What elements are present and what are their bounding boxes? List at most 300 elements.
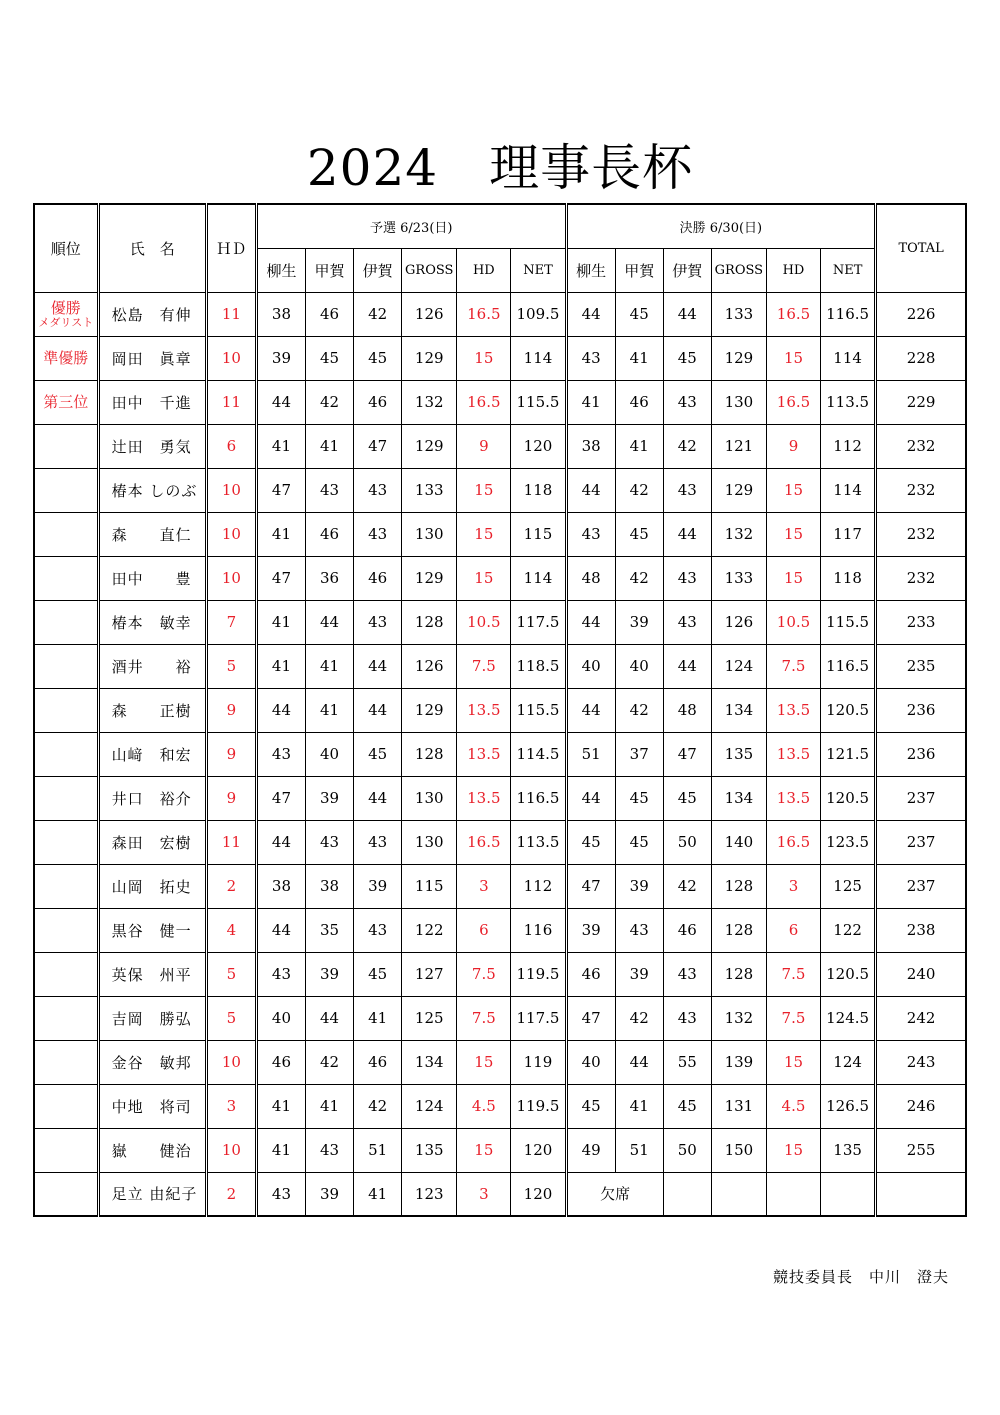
handicap: 3	[206, 1084, 256, 1128]
prelim-score-3: 130	[402, 820, 457, 864]
final-score-2: 42	[663, 864, 711, 908]
rank-cell	[34, 1128, 98, 1172]
rank-label: 準優勝	[43, 349, 89, 367]
player-name: 吉岡 勝弘	[98, 996, 206, 1040]
prelim-score-2: 43	[354, 512, 402, 556]
final-score-5: 120.5	[821, 688, 876, 732]
prelim-score-2: 41	[354, 996, 402, 1040]
final-score-2: 43	[663, 952, 711, 996]
prelim-score-4: 3	[457, 864, 511, 908]
prelim-score-0: 41	[256, 512, 305, 556]
final-score-5: 126.5	[821, 1084, 876, 1128]
final-score-1: 41	[615, 424, 663, 468]
final-score-5: 117	[821, 512, 876, 556]
final-score-4: 4.5	[766, 1084, 820, 1128]
prelim-score-0: 44	[256, 908, 305, 952]
handicap: 7	[206, 600, 256, 644]
handicap: 10	[206, 1128, 256, 1172]
final-score-3: 124	[711, 644, 766, 688]
player-name: 山岡 拓史	[98, 864, 206, 908]
rank-cell	[34, 952, 98, 996]
final-score-3: 131	[711, 1084, 766, 1128]
final-score-3: 129	[711, 468, 766, 512]
subheader-prelim-0: 柳生	[256, 248, 305, 292]
prelim-score-2: 42	[354, 292, 402, 336]
prelim-score-3: 129	[402, 556, 457, 600]
handicap: 10	[206, 556, 256, 600]
final-score-3: 132	[711, 996, 766, 1040]
final-score-1: 43	[615, 908, 663, 952]
final-score-2: 44	[663, 644, 711, 688]
total-score: 238	[876, 908, 966, 952]
table-row	[34, 380, 966, 424]
subheader-final-3: GROSS	[711, 248, 766, 292]
final-score-5: 114	[821, 336, 876, 380]
prelim-score-0: 46	[256, 1040, 305, 1084]
final-score-3: 128	[711, 908, 766, 952]
table-row	[34, 600, 966, 644]
prelim-score-0: 47	[256, 468, 305, 512]
final-score-1: 39	[615, 952, 663, 996]
prelim-score-5: 119.5	[511, 952, 566, 996]
final-score-5: 112	[821, 424, 876, 468]
final-score-3: 128	[711, 952, 766, 996]
player-name: 椿本 しのぶ	[98, 468, 206, 512]
prelim-score-1: 40	[306, 732, 354, 776]
subheader-final-1: 甲賀	[615, 248, 663, 292]
table-row	[34, 688, 966, 732]
player-name: 黒谷 健一	[98, 908, 206, 952]
prelim-score-3: 129	[402, 336, 457, 380]
prelim-score-3: 128	[402, 732, 457, 776]
total-score: 232	[876, 424, 966, 468]
prelim-score-2: 47	[354, 424, 402, 468]
prelim-score-1: 41	[306, 644, 354, 688]
final-score-3: 134	[711, 776, 766, 820]
prelim-score-2: 41	[354, 1172, 402, 1216]
final-score-0: 44	[566, 688, 615, 732]
table-row	[34, 864, 966, 908]
final-score-3: 129	[711, 336, 766, 380]
prelim-score-5: 117.5	[511, 996, 566, 1040]
handicap: 9	[206, 776, 256, 820]
results-table	[33, 203, 967, 1217]
prelim-score-2: 46	[354, 556, 402, 600]
prelim-score-3: 126	[402, 644, 457, 688]
prelim-score-3: 132	[402, 380, 457, 424]
table-row	[34, 1128, 966, 1172]
prelim-score-0: 44	[256, 688, 305, 732]
subheader-final-4: HD	[766, 248, 820, 292]
final-score-0: 44	[566, 468, 615, 512]
prelim-score-1: 42	[306, 1040, 354, 1084]
prelim-score-1: 42	[306, 380, 354, 424]
player-name: 岡田 眞章	[98, 336, 206, 380]
subheader-prelim-1: 甲賀	[306, 248, 354, 292]
final-score-4: 10.5	[766, 600, 820, 644]
prelim-score-4: 7.5	[457, 952, 511, 996]
final-score-0: 43	[566, 512, 615, 556]
prelim-score-3: 123	[402, 1172, 457, 1216]
final-score-5: 123.5	[821, 820, 876, 864]
final-score-4	[766, 1172, 820, 1216]
prelim-score-0: 41	[256, 644, 305, 688]
prelim-score-4: 16.5	[457, 292, 511, 336]
prelim-score-5: 114	[511, 336, 566, 380]
final-score-2: 50	[663, 820, 711, 864]
rank-label: 第三位	[43, 393, 89, 411]
prelim-score-1: 38	[306, 864, 354, 908]
prelim-score-3: 135	[402, 1128, 457, 1172]
final-score-5: 120.5	[821, 952, 876, 996]
final-score-0: 45	[566, 1084, 615, 1128]
player-name: 中地 将司	[98, 1084, 206, 1128]
player-name: 辻田 勇気	[98, 424, 206, 468]
final-score-1: 45	[615, 292, 663, 336]
prelim-score-2: 46	[354, 380, 402, 424]
final-score-1: 39	[615, 864, 663, 908]
prelim-score-3: 122	[402, 908, 457, 952]
final-score-3: 132	[711, 512, 766, 556]
handicap: 5	[206, 644, 256, 688]
final-score-1: 45	[615, 512, 663, 556]
player-name: 椿本 敏幸	[98, 600, 206, 644]
rank-cell	[34, 820, 98, 864]
table-row	[34, 644, 966, 688]
header-total: TOTAL	[876, 204, 966, 292]
final-score-2: 50	[663, 1128, 711, 1172]
final-score-1: 42	[615, 556, 663, 600]
final-score-1: 45	[615, 776, 663, 820]
prelim-score-0: 47	[256, 556, 305, 600]
total-score: 232	[876, 512, 966, 556]
final-score-2	[663, 1172, 711, 1216]
subheader-final-0: 柳生	[566, 248, 615, 292]
prelim-score-0: 39	[256, 336, 305, 380]
prelim-score-4: 16.5	[457, 380, 511, 424]
prelim-score-5: 115.5	[511, 688, 566, 732]
prelim-score-3: 133	[402, 468, 457, 512]
table-row	[34, 556, 966, 600]
prelim-score-3: 127	[402, 952, 457, 996]
prelim-score-1: 39	[306, 1172, 354, 1216]
subheader-final-5: NET	[821, 248, 876, 292]
prelim-score-3: 115	[402, 864, 457, 908]
final-score-4: 3	[766, 864, 820, 908]
rank-cell	[34, 776, 98, 820]
final-score-4: 15	[766, 468, 820, 512]
rank-cell	[34, 644, 98, 688]
table-row	[34, 1084, 966, 1128]
prelim-score-3: 126	[402, 292, 457, 336]
final-score-2: 42	[663, 424, 711, 468]
final-score-1: 44	[615, 1040, 663, 1084]
final-score-2: 43	[663, 996, 711, 1040]
prelim-score-5: 113.5	[511, 820, 566, 864]
final-score-0: 43	[566, 336, 615, 380]
final-score-4: 9	[766, 424, 820, 468]
final-score-1: 42	[615, 996, 663, 1040]
final-score-4: 13.5	[766, 776, 820, 820]
rank-cell	[34, 556, 98, 600]
final-score-4: 7.5	[766, 644, 820, 688]
final-score-5: 113.5	[821, 380, 876, 424]
final-score-0: 44	[566, 600, 615, 644]
prelim-score-5: 112	[511, 864, 566, 908]
final-score-3: 134	[711, 688, 766, 732]
prelim-score-5: 119	[511, 1040, 566, 1084]
final-score-4: 15	[766, 556, 820, 600]
rank-cell	[34, 336, 98, 380]
prelim-score-4: 4.5	[457, 1084, 511, 1128]
prelim-score-4: 15	[457, 468, 511, 512]
total-score: 232	[876, 468, 966, 512]
rank-cell	[34, 1084, 98, 1128]
final-score-3: 140	[711, 820, 766, 864]
prelim-score-5: 118	[511, 468, 566, 512]
final-score-0: 51	[566, 732, 615, 776]
prelim-score-4: 16.5	[457, 820, 511, 864]
total-score: 229	[876, 380, 966, 424]
table-row	[34, 732, 966, 776]
player-name: 酒井 裕	[98, 644, 206, 688]
handicap: 9	[206, 732, 256, 776]
prelim-score-0: 43	[256, 952, 305, 996]
prelim-score-0: 38	[256, 864, 305, 908]
final-score-4: 15	[766, 1128, 820, 1172]
prelim-score-1: 41	[306, 424, 354, 468]
prelim-score-0: 41	[256, 1084, 305, 1128]
prelim-score-5: 119.5	[511, 1084, 566, 1128]
total-score: 242	[876, 996, 966, 1040]
prelim-score-1: 39	[306, 776, 354, 820]
table-row	[34, 424, 966, 468]
final-score-5: 125	[821, 864, 876, 908]
handicap: 2	[206, 1172, 256, 1216]
prelim-score-3: 130	[402, 512, 457, 556]
final-score-2: 43	[663, 600, 711, 644]
final-score-2: 55	[663, 1040, 711, 1084]
rank-cell	[34, 688, 98, 732]
total-score: 243	[876, 1040, 966, 1084]
page-title: 2024 理事長杯	[306, 139, 694, 197]
total-score: 226	[876, 292, 966, 336]
table-row	[34, 512, 966, 556]
rank-cell	[34, 1040, 98, 1084]
prelim-score-1: 45	[306, 336, 354, 380]
player-name: 田中 豊	[98, 556, 206, 600]
final-score-2: 43	[663, 468, 711, 512]
final-score-5: 135	[821, 1128, 876, 1172]
total-score: 228	[876, 336, 966, 380]
final-score-2: 45	[663, 336, 711, 380]
prelim-score-4: 15	[457, 512, 511, 556]
final-score-3	[711, 1172, 766, 1216]
table-row	[34, 1172, 966, 1216]
total-score: 237	[876, 864, 966, 908]
prelim-score-2: 39	[354, 864, 402, 908]
total-score: 237	[876, 776, 966, 820]
final-score-1: 40	[615, 644, 663, 688]
rank-cell	[34, 1172, 98, 1216]
total-score: 240	[876, 952, 966, 996]
final-score-2: 46	[663, 908, 711, 952]
player-name: 山﨑 和宏	[98, 732, 206, 776]
header-prelim: 予選 6/23(日)	[256, 204, 566, 248]
final-score-5: 124.5	[821, 996, 876, 1040]
prelim-score-1: 41	[306, 688, 354, 732]
prelim-score-2: 44	[354, 688, 402, 732]
prelim-score-4: 15	[457, 1040, 511, 1084]
prelim-score-3: 129	[402, 688, 457, 732]
handicap: 4	[206, 908, 256, 952]
subheader-final-2: 伊賀	[663, 248, 711, 292]
final-score-3: 139	[711, 1040, 766, 1084]
final-score-1: 39	[615, 600, 663, 644]
rank-cell	[34, 732, 98, 776]
final-score-2: 45	[663, 1084, 711, 1128]
prelim-score-0: 44	[256, 380, 305, 424]
prelim-score-1: 44	[306, 600, 354, 644]
header-hd: ＨＤ	[206, 204, 256, 292]
handicap: 5	[206, 996, 256, 1040]
final-score-4: 15	[766, 512, 820, 556]
player-name: 足立 由紀子	[98, 1172, 206, 1216]
player-name: 森 直仁	[98, 512, 206, 556]
prelim-score-0: 44	[256, 820, 305, 864]
prelim-score-4: 13.5	[457, 688, 511, 732]
rank-sublabel: メダリスト	[38, 316, 94, 329]
player-name: 森 正樹	[98, 688, 206, 732]
rank-cell	[34, 600, 98, 644]
prelim-score-5: 117.5	[511, 600, 566, 644]
final-score-5: 122	[821, 908, 876, 952]
prelim-score-0: 47	[256, 776, 305, 820]
header-final: 決勝 6/30(日)	[566, 204, 876, 248]
rank-cell	[34, 292, 98, 336]
subheader-prelim-4: HD	[457, 248, 511, 292]
final-score-3: 133	[711, 556, 766, 600]
final-score-0: 44	[566, 292, 615, 336]
prelim-score-0: 43	[256, 1172, 305, 1216]
final-score-4: 13.5	[766, 688, 820, 732]
final-score-5: 114	[821, 468, 876, 512]
prelim-score-1: 43	[306, 820, 354, 864]
prelim-score-5: 109.5	[511, 292, 566, 336]
prelim-score-5: 116	[511, 908, 566, 952]
final-score-1: 42	[615, 468, 663, 512]
final-score-2: 43	[663, 556, 711, 600]
handicap: 11	[206, 820, 256, 864]
prelim-score-4: 13.5	[457, 732, 511, 776]
final-score-2: 44	[663, 512, 711, 556]
prelim-score-1: 43	[306, 468, 354, 512]
final-score-1: 45	[615, 820, 663, 864]
final-score-4: 16.5	[766, 292, 820, 336]
prelim-score-5: 114	[511, 556, 566, 600]
prelim-score-5: 120	[511, 1128, 566, 1172]
prelim-score-2: 45	[354, 732, 402, 776]
table-row	[34, 820, 966, 864]
handicap: 9	[206, 688, 256, 732]
handicap: 6	[206, 424, 256, 468]
prelim-score-2: 42	[354, 1084, 402, 1128]
final-score-4: 6	[766, 908, 820, 952]
rank-cell	[34, 424, 98, 468]
final-score-0: 47	[566, 864, 615, 908]
final-score-3: 133	[711, 292, 766, 336]
prelim-score-2: 46	[354, 1040, 402, 1084]
prelim-score-2: 45	[354, 336, 402, 380]
final-score-5: 121.5	[821, 732, 876, 776]
prelim-score-5: 116.5	[511, 776, 566, 820]
final-score-1: 42	[615, 688, 663, 732]
prelim-score-5: 115.5	[511, 380, 566, 424]
final-score-4: 13.5	[766, 732, 820, 776]
player-name: 田中 千進	[98, 380, 206, 424]
prelim-score-2: 43	[354, 468, 402, 512]
prelim-score-3: 130	[402, 776, 457, 820]
rank-cell	[34, 380, 98, 424]
subheader-prelim-3: GROSS	[402, 248, 457, 292]
prelim-score-1: 36	[306, 556, 354, 600]
prelim-score-3: 134	[402, 1040, 457, 1084]
handicap: 11	[206, 292, 256, 336]
prelim-score-4: 7.5	[457, 996, 511, 1040]
final-score-0: 48	[566, 556, 615, 600]
final-score-0: 39	[566, 908, 615, 952]
prelim-score-4: 9	[457, 424, 511, 468]
header-name: 氏 名	[98, 204, 206, 292]
prelim-score-5: 115	[511, 512, 566, 556]
final-score-0: 46	[566, 952, 615, 996]
total-score: 236	[876, 688, 966, 732]
prelim-score-4: 3	[457, 1172, 511, 1216]
prelim-score-5: 118.5	[511, 644, 566, 688]
final-score-0: 47	[566, 996, 615, 1040]
table-row	[34, 996, 966, 1040]
final-score-4: 16.5	[766, 820, 820, 864]
player-name: 森田 宏樹	[98, 820, 206, 864]
final-score-0: 38	[566, 424, 615, 468]
rank-cell	[34, 996, 98, 1040]
table-row	[34, 336, 966, 380]
table-row	[34, 952, 966, 996]
handicap: 11	[206, 380, 256, 424]
final-score-4: 15	[766, 1040, 820, 1084]
final-score-1: 41	[615, 1084, 663, 1128]
final-score-3: 126	[711, 600, 766, 644]
prelim-score-2: 43	[354, 908, 402, 952]
final-score-5: 124	[821, 1040, 876, 1084]
rank-cell	[34, 512, 98, 556]
prelim-score-0: 38	[256, 292, 305, 336]
final-score-2: 43	[663, 380, 711, 424]
final-score-2: 48	[663, 688, 711, 732]
final-score-5: 118	[821, 556, 876, 600]
final-score-1: 37	[615, 732, 663, 776]
handicap: 10	[206, 512, 256, 556]
final-absent: 欠席	[566, 1172, 663, 1216]
prelim-score-5: 114.5	[511, 732, 566, 776]
rank-label: 優勝	[50, 299, 81, 317]
total-score: 233	[876, 600, 966, 644]
prelim-score-3: 125	[402, 996, 457, 1040]
subheader-prelim-5: NET	[511, 248, 566, 292]
rank-cell	[34, 908, 98, 952]
prelim-score-0: 41	[256, 600, 305, 644]
final-score-1: 41	[615, 336, 663, 380]
